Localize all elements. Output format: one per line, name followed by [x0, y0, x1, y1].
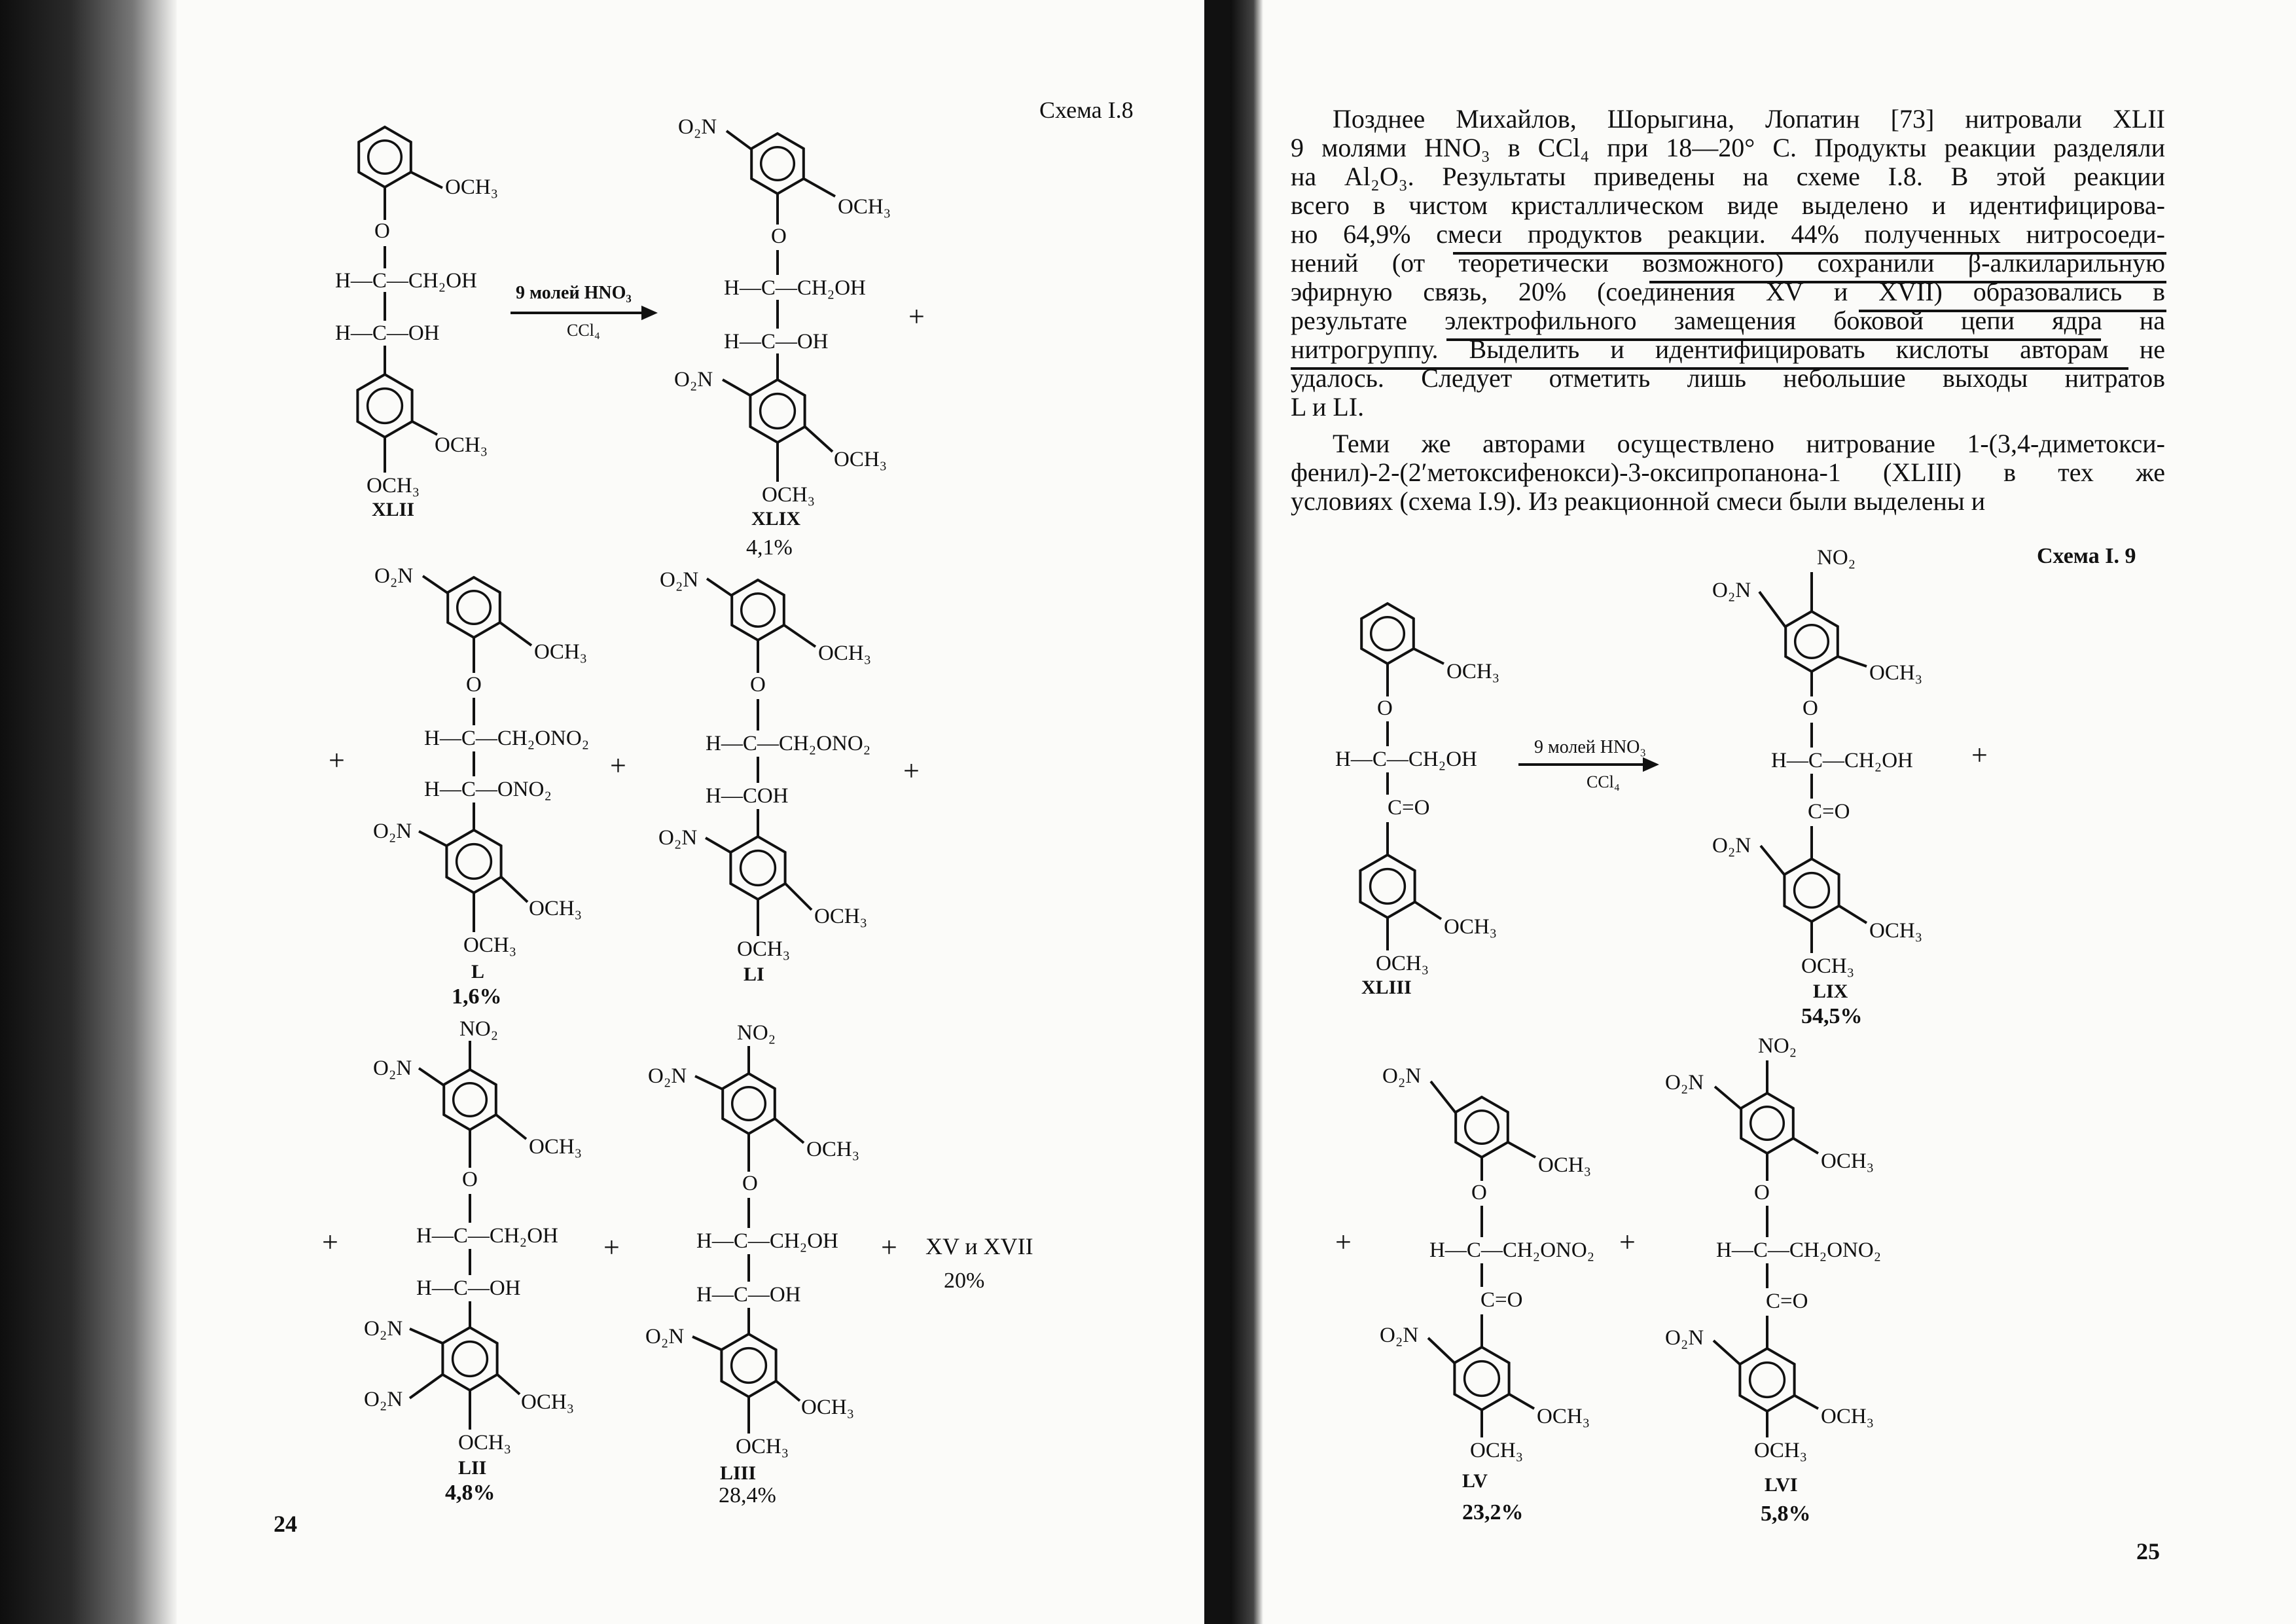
paragraph-line: результате электрофильного замещения боковой цепи ядра на	[1291, 306, 2165, 335]
group-och3: OCH₃	[801, 1396, 855, 1419]
bond-line	[410, 1375, 442, 1398]
paragraph-line: на Al₂O₃. Результаты приведены на схеме I.8. В этой реакции	[1291, 162, 2165, 191]
bond-line	[411, 172, 442, 188]
group-o2n: O₂N	[1712, 579, 1751, 602]
underline	[1453, 252, 2166, 255]
yield-lvi: 5,8%	[1761, 1502, 1811, 1526]
compound-label-liii: LIII	[720, 1462, 757, 1484]
plus-sign: +	[881, 1231, 897, 1263]
bond-line	[419, 831, 446, 846]
bond-line	[784, 625, 816, 647]
yield-lv: 23,2%	[1462, 1500, 1524, 1525]
group-co: C=O	[1766, 1290, 1808, 1313]
aromatic-circle	[1465, 1362, 1499, 1396]
aromatic-circle	[732, 1348, 766, 1383]
plus-sign: +	[1335, 1226, 1352, 1258]
group-o: O	[466, 673, 482, 696]
group-o: O	[750, 673, 766, 696]
group-o: O	[462, 1168, 478, 1191]
group-o2n: O₂N	[364, 1317, 403, 1341]
aromatic-circle	[1795, 873, 1829, 908]
group-co: C=O	[1808, 800, 1850, 823]
plus-sign: +	[329, 744, 345, 776]
paragraph-line: нитрогруппу. Выделить и идентифицировать кислоты авторам не	[1291, 334, 2165, 364]
group-o2n: O₂N	[674, 368, 713, 391]
group-hc-oh: H—C—OH	[335, 321, 440, 345]
bond-line	[1414, 649, 1444, 664]
scheme-label-i9: Схема I. 9	[2037, 544, 2136, 568]
bond-line	[410, 1329, 442, 1343]
group-o2n: O₂N	[660, 568, 699, 592]
compound-label-xlix: XLIX	[751, 508, 801, 530]
aromatic-circle	[368, 141, 402, 174]
group-o2n: O₂N	[1380, 1324, 1419, 1347]
benzene-ring	[446, 830, 501, 893]
benzene-ring	[723, 1074, 775, 1134]
benzene-ring	[1360, 855, 1414, 918]
benzene-ring	[442, 1327, 497, 1390]
paragraph-line: но 64,9% смеси продуктов реакции. 44% полученных нитросоеди-	[1291, 219, 2165, 249]
group-no2: NO₂	[459, 1017, 499, 1041]
group-och3: OCH₃	[1869, 661, 1923, 685]
compound-label-lvi: LVI	[1765, 1474, 1798, 1496]
plus-sign: +	[903, 755, 920, 787]
compound-label-l: L	[471, 961, 485, 983]
aromatic-circle	[742, 594, 775, 627]
bond-line	[775, 1119, 804, 1143]
reagent-label: CCl₄	[567, 321, 600, 340]
group-och3: OCH₃	[1470, 1439, 1524, 1462]
group-och3: OCH₃	[463, 933, 517, 957]
plus-sign: +	[603, 1231, 620, 1263]
page-number-left: 24	[274, 1511, 297, 1537]
group-och3: OCH₃	[435, 433, 488, 457]
group-och3: OCH₃	[534, 640, 588, 664]
compound-label-xliii: XLIII	[1361, 977, 1412, 998]
group-o2n: O₂N	[374, 564, 414, 588]
group-och3: OCH₃	[367, 474, 420, 497]
aromatic-circle	[761, 147, 795, 181]
paragraph-line: удалось. Следует отметить лишь небольшие выходы нитратов	[1291, 363, 2165, 393]
reagent-label: 9 молей HNO₃	[516, 283, 632, 303]
group-hc-oh: H—C—OH	[416, 1276, 521, 1300]
plus-sign: +	[610, 749, 626, 782]
paragraph-line: L и LI.	[1291, 392, 1365, 422]
bond-line	[1793, 1138, 1818, 1153]
plus-sign: +	[1971, 739, 1988, 771]
group-o2n: O₂N	[678, 115, 717, 139]
bond-line	[695, 1076, 723, 1089]
group-o2n: O₂N	[648, 1064, 687, 1088]
bond-line	[804, 179, 835, 196]
group-o2n: O₂N	[373, 820, 412, 843]
group-o2n: O₂N	[1665, 1326, 1704, 1350]
aromatic-circle	[1750, 1363, 1785, 1398]
group-hc-oh: H—C—OH	[696, 1283, 801, 1307]
group-och3: OCH₃	[818, 641, 872, 665]
compound-label-lix: LIX	[1813, 981, 1848, 1002]
bond-line	[707, 579, 732, 596]
group-o: O	[1377, 696, 1393, 720]
compound-label-lii: LII	[458, 1457, 487, 1479]
group-och3: OCH₃	[1801, 954, 1855, 978]
aromatic-circle	[1795, 625, 1829, 659]
benzene-ring	[732, 580, 784, 640]
bond-line	[776, 1381, 800, 1401]
group-hc-ch2oh: H—C—CH₂OH	[696, 1229, 838, 1253]
paragraph-line: нений (от теоретически возможного) сохранили β-алкиларильную	[1291, 248, 2165, 278]
group-hc-ch2ono2: H—C—CH₂ONO₂	[706, 732, 871, 755]
group-och3: OCH₃	[737, 937, 791, 961]
group-o: O	[742, 1172, 758, 1195]
group-och3: OCH₃	[458, 1431, 512, 1454]
group-o2n: O₂N	[1665, 1071, 1704, 1094]
bond-line	[501, 877, 528, 902]
group-hcoh: H—COH	[706, 784, 789, 808]
group-hc-ch2oh: H—C—CH₂OH	[416, 1224, 558, 1248]
underline	[1291, 367, 2128, 370]
bond-line	[1428, 1338, 1454, 1363]
group-och3: OCH₃	[1444, 915, 1498, 939]
paragraph-1	[1291, 105, 2165, 422]
bond-line	[723, 380, 750, 395]
underline	[1859, 310, 2166, 312]
arrow-head	[1644, 759, 1656, 770]
group-hc-ch2ono2: H—C—CH₂ONO₂	[1716, 1238, 1882, 1262]
group-och3: OCH₃	[529, 1135, 583, 1159]
bond-line	[692, 1337, 721, 1350]
arrow-head	[643, 308, 655, 318]
benzene-ring	[1784, 859, 1839, 922]
aromatic-circle	[1751, 1107, 1784, 1140]
group-o2n: O₂N	[364, 1388, 403, 1411]
paragraph-line: эфирную связь, 20% (соединения XV и XVII) образовались в	[1291, 277, 2165, 306]
bond-line	[1508, 1142, 1535, 1157]
paragraph-line: условиях (схема I.9). Из реакционной смеси были выделены и	[1291, 486, 1986, 516]
aromatic-circle	[732, 1087, 766, 1121]
paragraph-line: 9 молями HNO₃ в CCl₄ при 18—20° С. Продукты реакции разделяли	[1291, 133, 2165, 162]
group-och3: OCH₃	[529, 897, 583, 920]
bond-line	[1838, 657, 1867, 666]
group-co: C=O	[1388, 796, 1430, 820]
aromatic-circle	[1371, 617, 1405, 651]
group-hc-oh: H—C—OH	[724, 330, 829, 353]
compound-label-lv: LV	[1462, 1470, 1488, 1492]
group-och3: OCH₃	[1754, 1439, 1808, 1462]
plus-sign: +	[322, 1226, 338, 1258]
aromatic-circle	[457, 591, 491, 624]
page-number-right: 25	[2136, 1538, 2160, 1564]
benzene-ring	[1740, 1348, 1794, 1411]
group-o2n: O₂N	[645, 1325, 685, 1348]
aromatic-circle	[368, 389, 403, 424]
paragraph-line: Теми же авторами осуществлено нитрование 1-(3,4-диметокси-	[1333, 429, 2165, 458]
group-hc-ch2oh: H—C—CH₂OH	[335, 269, 477, 293]
paragraph-line: фенил)-2-(2′метоксифенокси)-3-оксипропанона-1 (XLIII) в тех же	[1291, 458, 2165, 487]
group-hc-ch2oh: H—C—CH₂OH	[1335, 748, 1477, 771]
group-o2n: O₂N	[1382, 1064, 1422, 1088]
bond-line	[785, 884, 812, 910]
group-och3: OCH₃	[1538, 1153, 1592, 1177]
plus-sign: +	[908, 300, 925, 333]
group-o: O	[374, 219, 390, 243]
bond-line	[500, 623, 531, 645]
benzene-ring	[750, 380, 804, 442]
benzene-ring	[359, 127, 411, 187]
underline	[1446, 338, 2101, 341]
benzene-ring	[1741, 1093, 1793, 1153]
bond-line	[1415, 902, 1441, 919]
bond-line	[706, 838, 730, 852]
benzene-ring	[444, 1070, 496, 1130]
yield-l: 1,6%	[452, 984, 502, 1009]
tail-yield: 20%	[944, 1269, 985, 1293]
bond-line	[1795, 1396, 1818, 1409]
group-och3: OCH₃	[1537, 1405, 1590, 1428]
group-hc-ch2oh: H—C—CH₂OH	[724, 276, 866, 300]
aromatic-circle	[1465, 1111, 1499, 1144]
group-och3: OCH₃	[806, 1138, 860, 1161]
group-hc-ch2ono2: H—C—CH₂ONO₂	[1429, 1238, 1595, 1262]
benzene-ring	[1454, 1347, 1509, 1410]
group-och3: OCH₃	[445, 175, 499, 199]
benzene-ring	[721, 1334, 776, 1397]
reagent-label: CCl₄	[1587, 772, 1620, 791]
benzene-ring	[730, 837, 785, 899]
group-och3: OCH₃	[1869, 919, 1923, 943]
group-no2: NO₂	[737, 1021, 776, 1045]
reagent-label: 9 молей HNO₃	[1534, 737, 1647, 757]
group-och3: OCH₃	[838, 195, 891, 219]
group-hc-ch2oh: H—C—CH₂OH	[1771, 749, 1913, 772]
bond-line	[1761, 846, 1784, 875]
benzene-ring	[1456, 1097, 1508, 1157]
bond-line	[1759, 592, 1785, 627]
group-hc-ch2ono2: H—C—CH₂ONO₂	[424, 727, 590, 750]
group-o: O	[771, 225, 787, 248]
group-co: C=O	[1480, 1288, 1523, 1312]
bond-line	[412, 422, 437, 435]
yield-lii: 4,8%	[445, 1481, 495, 1505]
paragraph-2	[1291, 429, 2165, 516]
benzene-ring	[751, 134, 804, 194]
paragraph-line: Позднее Михайлов, Шорыгина, Лопатин [73] нитровали XLII	[1333, 104, 2165, 134]
group-o: O	[1754, 1181, 1770, 1204]
group-o2n: O₂N	[658, 826, 698, 850]
bond-line	[805, 427, 833, 452]
aromatic-circle	[454, 1083, 487, 1117]
yield-xlix: 4,1%	[746, 535, 793, 560]
group-o: O	[1471, 1181, 1487, 1204]
group-o2n: O₂N	[1712, 834, 1751, 857]
bond-line	[1509, 1394, 1534, 1409]
aromatic-circle	[761, 394, 795, 429]
benzene-ring	[357, 374, 412, 437]
group-och3: OCH₃	[1376, 952, 1429, 975]
scheme-label-i8: Схема I.8	[1039, 97, 1134, 123]
bond-line	[1431, 1081, 1456, 1113]
tail-compounds: XV и XVII	[925, 1233, 1033, 1259]
group-och3: OCH₃	[1821, 1405, 1874, 1428]
benzene-ring	[1785, 611, 1838, 672]
group-no2: NO₂	[1758, 1034, 1797, 1058]
bond-line	[496, 1115, 526, 1139]
group-och3: OCH₃	[762, 483, 816, 507]
plus-sign: +	[1619, 1226, 1636, 1258]
yield-liii: 28,4%	[719, 1483, 776, 1507]
underline	[1649, 281, 2166, 283]
group-no2: NO₂	[1817, 546, 1856, 569]
bond-line	[497, 1375, 520, 1394]
bond-line	[1839, 906, 1867, 923]
aromatic-circle	[1371, 869, 1405, 904]
compound-label-xlii: XLII	[372, 499, 415, 520]
yield-lix: 54,5%	[1801, 1004, 1863, 1028]
benzene-ring	[1361, 604, 1414, 664]
aromatic-circle	[457, 844, 492, 879]
bond-line	[423, 576, 448, 593]
bond-line	[1713, 1341, 1740, 1364]
compound-label-li: LI	[744, 964, 764, 985]
bond-line	[726, 131, 751, 149]
aromatic-circle	[453, 1342, 488, 1377]
group-och3: OCH₃	[834, 448, 888, 471]
group-o2n: O₂N	[373, 1056, 412, 1080]
group-och3: OCH₃	[1446, 660, 1500, 683]
bond-line	[1715, 1087, 1741, 1109]
group-och3: OCH₃	[736, 1435, 789, 1458]
group-hc-ono2: H—C—ONO₂	[424, 778, 552, 801]
group-och3: OCH₃	[814, 905, 868, 928]
benzene-ring	[448, 577, 500, 638]
bond-line	[419, 1068, 444, 1085]
group-och3: OCH₃	[521, 1390, 575, 1414]
paragraph-line: всего в чистом кристаллическом виде выделено и идентифицирова-	[1291, 190, 2165, 220]
group-och3: OCH₃	[1821, 1149, 1874, 1173]
aromatic-circle	[741, 851, 776, 886]
group-o: O	[1803, 696, 1818, 720]
